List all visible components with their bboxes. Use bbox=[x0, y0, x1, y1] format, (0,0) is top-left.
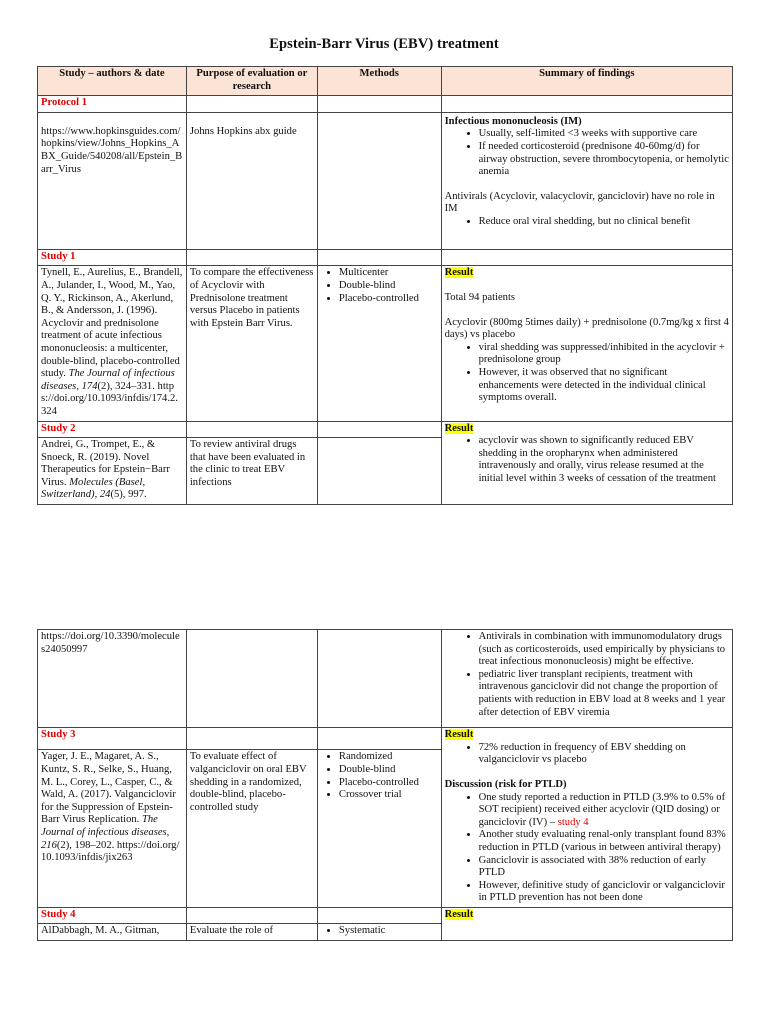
study-2-continued-bullets bbox=[445, 631, 729, 719]
study-1-total: Total 94 patients bbox=[444, 291, 516, 303]
study-3-result-label: Result bbox=[444, 729, 474, 741]
header-summary: Summary of findings bbox=[441, 67, 732, 96]
study-3-label: Study 3 bbox=[38, 728, 187, 750]
list-item: • viral shedding was suppressed/inhibited in the acyclovir + prednisolone group bbox=[479, 342, 729, 367]
study-4-methods bbox=[321, 925, 438, 938]
protocol-1-heading: Infectious mononucleosis (IM) bbox=[444, 115, 582, 127]
protocol-1-paragraph: Antivirals (Acyclovir, valacyclovir, ganciclovir) have no role in IM bbox=[444, 190, 715, 215]
list-item: • Systematic bbox=[339, 925, 438, 938]
study-2-result-label: Result bbox=[444, 422, 474, 434]
header-study: Study – authors & date bbox=[38, 67, 187, 96]
label-row-study-2 bbox=[38, 421, 733, 438]
study-2-bullets bbox=[445, 435, 729, 485]
header-purpose: Purpose of evaluation or research bbox=[186, 67, 317, 96]
list-item: • If needed corticosteroid (prednisone 40-60mg/d) for airway obstruction, severe thrombocytopenia, or hemolytic anemia bbox=[479, 141, 729, 179]
study-3-discussion-heading: Discussion (risk for PTLD) bbox=[444, 778, 567, 790]
list-item: • pediatric liver transplant recipients, treatment with intravenous ganciclovir did not change the proportion of patients with reduction in EBV load at 8 weeks and 1 year after detection of EBV viremia bbox=[479, 669, 729, 719]
list-item: • One study reported a reduction in PTLD (3.9% to 0.5% of SOT recipient) received either acyclovir (QID dosing) or ganciclovir (IV) – study 4 bbox=[479, 792, 729, 830]
protocol-1-label: Protocol 1 bbox=[38, 96, 187, 113]
label-row-study-3 bbox=[38, 728, 733, 750]
list-item: • Multicenter bbox=[339, 267, 438, 280]
study-1-label: Study 1 bbox=[38, 249, 187, 266]
list-item: • 72% reduction in frequency of EBV shedding on valganciclovir vs placebo bbox=[479, 742, 729, 767]
study-4-result-label: Result bbox=[444, 908, 474, 920]
table-row-protocol-1 bbox=[38, 112, 733, 249]
header-methods: Methods bbox=[317, 67, 441, 96]
list-item: • However, it was observed that no significant enhancements were detected in the individual clinical symptoms overall. bbox=[479, 367, 729, 405]
study-4-purpose: Evaluate the role of bbox=[186, 924, 317, 941]
table-row-study-1 bbox=[38, 266, 733, 421]
study-1-bullets bbox=[445, 342, 729, 405]
label-row-protocol-1 bbox=[38, 96, 733, 113]
study-1-methods bbox=[321, 267, 438, 305]
protocol-1-bullets bbox=[445, 128, 729, 178]
study-3-purpose: To evaluate effect of valganciclovir on oral EBV shedding in a randomized, double-blind, placebo-controlled study bbox=[186, 750, 317, 907]
protocol-1-purpose: Johns Hopkins abx guide bbox=[189, 125, 297, 137]
study-3-result-bullets bbox=[445, 742, 729, 767]
study-4-citation: AlDabbagh, M. A., Gitman, bbox=[38, 924, 187, 941]
study-3-methods bbox=[321, 751, 438, 801]
study-2-citation: Andrei, G., Trompet, E., & Snoeck, R. (2019). Novel Therapeutics for Epstein−Barr Virus. Molecules (Basel, Switzerland), 24(5), 997. bbox=[38, 438, 187, 505]
study-3-citation: Yager, J. E., Magaret, A. S., Kuntz, S. R., Selke, S., Huang, M. L., Corey, L., Casper, C., & Wald, A. (2017). Valganciclovir for the Suppression of Epstein-Barr Virus Replication. The Journal of infectious diseases, 216(2), 198–202. https://doi.org/10.1093/infdis/jix263 bbox=[38, 750, 187, 907]
list-item: • However, definitive study of ganciclovir or valganciclovir in PTLD prevention has not been done bbox=[479, 880, 729, 905]
table-row-study-2-continued bbox=[38, 630, 733, 728]
list-item: • Placebo-controlled bbox=[339, 777, 438, 790]
study-2-citation-continued: https://doi.org/10.3390/molecules24050997 bbox=[38, 630, 187, 728]
list-item: • acyclovir was shown to significantly reduced EBV shedding in the oropharynx when administered intravenously and orally, virus release resumed at the initial level within 3 weeks of cessation of the treatment bbox=[479, 435, 729, 485]
study-1-citation: Tynell, E., Aurelius, E., Brandell, A., Julander, I., Wood, M., Yao, Q. Y., Rickinson, A., Akerlund, B., & Andersson, J. (1996). Acyclovir and prednisolone treatment of acute infectious mononucleosis: a multicenter, double-blind, placebo-controlled study. The Journal of infectious diseases, 174(2), 324–331. https://doi.org/10.1093/infdis/174.2.324 bbox=[38, 266, 187, 421]
protocol-1-citation: https://www.hopkinsguides.com/hopkins/view/Johns_Hopkins_ABX_Guide/540208/all/Epstein_Barr_Virus bbox=[41, 125, 183, 175]
list-item: • Randomized bbox=[339, 751, 438, 764]
list-item: • Reduce oral viral shedding, but no clinical benefit bbox=[479, 216, 729, 229]
list-item: • Ganciclovir is associated with 38% reduction of early PTLD bbox=[479, 855, 729, 880]
table-part-1 bbox=[37, 66, 733, 505]
list-item: • Crossover trial bbox=[339, 789, 438, 802]
study-1-regimen: Acyclovir (800mg 5times daily) + prednisolone (0.7mg/kg x first 4 days) vs placebo bbox=[444, 316, 729, 341]
label-row-study-4 bbox=[38, 907, 733, 924]
study-3-discussion-bullets bbox=[445, 792, 729, 905]
header-row bbox=[38, 67, 733, 96]
studies-table bbox=[37, 66, 733, 505]
study-2-label: Study 2 bbox=[38, 421, 187, 438]
list-item: • Antivirals in combination with immunomodulatory drugs (such as corticosteroids, used empirically by physicians to treat infectious mononucleosis) might be effective. bbox=[479, 631, 729, 669]
list-item: • Placebo-controlled bbox=[339, 293, 438, 306]
study-1-result-label: Result bbox=[444, 267, 474, 279]
studies-table-continued bbox=[37, 629, 733, 941]
list-item: • Double-blind bbox=[339, 280, 438, 293]
document-title: Epstein-Barr Virus (EBV) treatment bbox=[269, 36, 499, 52]
list-item: • Usually, self-limited <3 weeks with supportive care bbox=[479, 128, 729, 141]
study-1-purpose: To compare the effectiveness of Acyclovir with Prednisolone treatment versus Placebo in patients with Epstein Barr Virus. bbox=[186, 266, 317, 421]
study-4-reference: study 4 bbox=[557, 816, 589, 828]
study-4-label: Study 4 bbox=[38, 907, 187, 924]
list-item: • Double-blind bbox=[339, 764, 438, 777]
list-item: • Another study evaluating renal-only transplant found 83% reduction in PTLD (various in between antiviral therapy) bbox=[479, 829, 729, 854]
label-row-study-1 bbox=[38, 249, 733, 266]
study-2-purpose: To review antiviral drugs that have been evaluated in the clinic to treat EBV infections bbox=[186, 438, 317, 505]
table-part-2 bbox=[37, 629, 733, 941]
